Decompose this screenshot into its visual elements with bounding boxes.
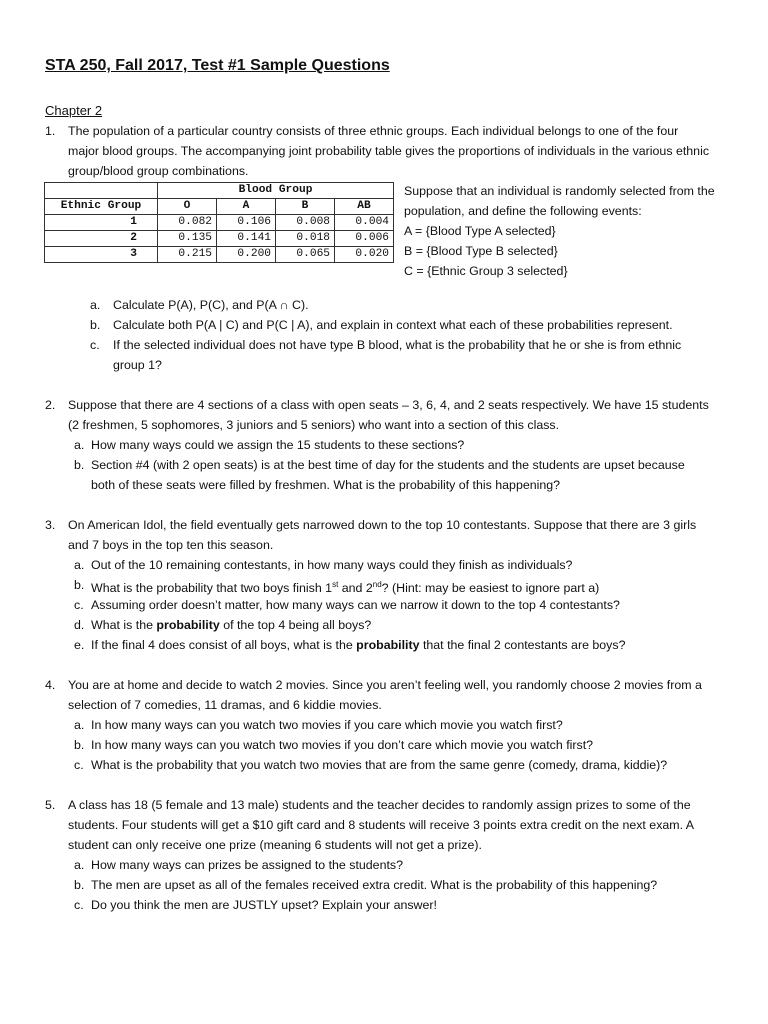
q1-side-line: B = {Blood Type B selected}: [404, 244, 558, 258]
table-cell: 0.135: [158, 231, 217, 247]
table-col-header: O: [158, 199, 217, 215]
chapter-heading: Chapter 2: [45, 103, 103, 118]
q4-part-letter: a.: [74, 718, 85, 732]
q3-part-letter: b.: [74, 578, 85, 592]
q2-text-line: Suppose that there are 4 sections of a class with open seats – 3, 6, 4, and 2 seats respectively. We have 15 students: [68, 398, 709, 412]
q1-text-line: major blood groups. The accompanying joint probability table gives the proportions of individuals in the various ethnic: [68, 144, 710, 158]
q1-side-line: A = {Blood Type A selected}: [404, 224, 556, 238]
table-row-label: 3: [45, 247, 158, 263]
q3b-text-start: What is the probability that two boys finish 1: [91, 581, 333, 596]
q1-text-line: The population of a particular country consists of three ethnic groups. Each individual belongs to one of the four: [68, 124, 679, 138]
table-cell: 0.082: [158, 215, 217, 231]
table-row: [45, 247, 394, 263]
q3e-bold-word: probability: [356, 638, 420, 652]
table-row: [45, 183, 394, 199]
table-row-header: Ethnic Group: [45, 199, 158, 215]
q1-number: 1.: [45, 124, 56, 138]
q2-part-text: both of these seats were filled by freshmen. What is the probability of this happening?: [91, 478, 561, 492]
q3-part-text: [91, 615, 371, 635]
q1-side-line: Suppose that an individual is randomly selected from the: [404, 184, 715, 198]
table-cell: 0.020: [335, 247, 394, 263]
table-row-label: 1: [45, 215, 158, 231]
page-title: STA 250, Fall 2017, Test #1 Sample Questions: [45, 57, 390, 74]
table-cell: 0.004: [335, 215, 394, 231]
q3d-text-start: What is the: [91, 618, 157, 632]
q2-part-text: How many ways could we assign the 15 students to these sections?: [91, 438, 465, 452]
table-cell: 0.215: [158, 247, 217, 263]
q3-part-text: [91, 635, 625, 655]
q1-side-line: population, and define the following events:: [404, 204, 642, 218]
q3-text-line: On American Idol, the field eventually gets narrowed down to the top 10 contestants. Suppose that there are 3 girls: [68, 518, 697, 532]
q1-part-letter: c.: [90, 338, 100, 352]
q4-part-letter: b.: [74, 738, 85, 752]
table-cell: 0.200: [217, 247, 276, 263]
table-cell: 0.008: [276, 215, 335, 231]
q4-part-text: In how many ways can you watch two movies if you care which movie you watch first?: [91, 718, 563, 732]
q2-text-line: (2 freshmen, 5 sophomores, 3 juniors and 5 seniors) who want into a section of this class.: [68, 418, 560, 432]
q4-part-text: In how many ways can you watch two movies if you don’t care which movie you watch first?: [91, 738, 594, 752]
table-row: [45, 215, 394, 231]
q3-text-line: and 7 boys in the top ten this season.: [68, 538, 274, 552]
q3b-text-end: ? (Hint: may be easiest to ignore part a): [381, 581, 600, 596]
blood-group-table: [44, 182, 394, 263]
table-cell: 0.106: [217, 215, 276, 231]
q3d-bold-word: probability: [156, 618, 220, 632]
q4-text-line: selection of 7 comedies, 11 dramas, and 6 kiddie movies.: [68, 698, 382, 712]
table-row: [45, 231, 394, 247]
q5-text-line: A class has 18 (5 female and 13 male) students and the teacher decides to randomly assign prizes to some of the: [68, 798, 691, 812]
q5-part-letter: c.: [74, 898, 84, 912]
q5-part-letter: a.: [74, 858, 85, 872]
q5-part-letter: b.: [74, 878, 85, 892]
table-cell: 0.018: [276, 231, 335, 247]
q4-number: 4.: [45, 678, 56, 692]
q2-number: 2.: [45, 398, 56, 412]
q2-part-letter: b.: [74, 458, 85, 472]
q3-part-text: Out of the 10 remaining contestants, in how many ways could they finish as individuals?: [91, 558, 573, 572]
table-group-header: Blood Group: [158, 183, 394, 199]
q1-text-line: group/blood group combinations.: [68, 164, 249, 178]
q3d-text-end: of the top 4 being all boys?: [219, 618, 372, 632]
q3b-superscript-st: st: [332, 580, 339, 589]
q4-part-text: What is the probability that you watch two movies that are from the same genre (comedy, drama, kiddie)?: [91, 758, 668, 772]
table-col-header: AB: [335, 199, 394, 215]
q3e-text-end: that the final 2 contestants are boys?: [419, 638, 626, 652]
q4-text-line: You are at home and decide to watch 2 movies. Since you aren’t feeling well, you randomly choose 2 movies from a: [68, 678, 702, 692]
q3-part-letter: d.: [74, 618, 85, 632]
q2-part-letter: a.: [74, 438, 85, 452]
q3e-text-start: If the final 4 does consist of all boys, what is the: [91, 638, 357, 652]
q5-part-text: The men are upset as all of the females received extra credit. What is the probability of this happening?: [91, 878, 658, 892]
q3-part-letter: e.: [74, 638, 85, 652]
q1-part-text: If the selected individual does not have type B blood, what is the probability that he or she is from ethnic: [113, 338, 682, 352]
q5-part-text: Do you think the men are JUSTLY upset? Explain your answer!: [91, 898, 437, 912]
table-col-header: B: [276, 199, 335, 215]
q5-number: 5.: [45, 798, 56, 812]
q5-part-text: How many ways can prizes be assigned to the students?: [91, 858, 403, 872]
q5-text-line: student can only receive one prize (meaning 6 students will not get a prize).: [68, 838, 482, 852]
q3-part-text: Assuming order doesn’t matter, how many ways can we narrow it down to the top 4 contestants?: [91, 598, 620, 612]
q3-part-letter: c.: [74, 598, 84, 612]
q3b-text-mid: and 2: [338, 581, 373, 596]
table-cell: 0.006: [335, 231, 394, 247]
q2-part-text: Section #4 (with 2 open seats) is at the best time of day for the students and the students are upset because: [91, 458, 685, 472]
q1-part-text: Calculate both P(A | C) and P(C | A), and explain in context what each of these probabilities represent.: [113, 318, 673, 332]
q3-part-letter: a.: [74, 558, 85, 572]
q3b-superscript-nd: nd: [372, 580, 382, 589]
table-corner-cell: [45, 183, 158, 199]
q1-part-letter: a.: [90, 298, 101, 312]
q5-text-line: students. Four students will get a $10 gift card and 8 students will receive 3 points extra credit on the next exam. A: [68, 818, 695, 832]
q1-side-line: C = {Ethnic Group 3 selected}: [404, 264, 568, 278]
table-col-header: A: [217, 199, 276, 215]
table-cell: 0.065: [276, 247, 335, 263]
q1-part-text: Calculate P(A), P(C), and P(A ∩ C).: [113, 298, 309, 312]
q3-number: 3.: [45, 518, 56, 532]
table-row-label: 2: [45, 231, 158, 247]
table-cell: 0.141: [217, 231, 276, 247]
q4-part-letter: c.: [74, 758, 84, 772]
q1-part-text: group 1?: [113, 358, 162, 372]
table-row: [45, 199, 394, 215]
q1-part-letter: b.: [90, 318, 101, 332]
